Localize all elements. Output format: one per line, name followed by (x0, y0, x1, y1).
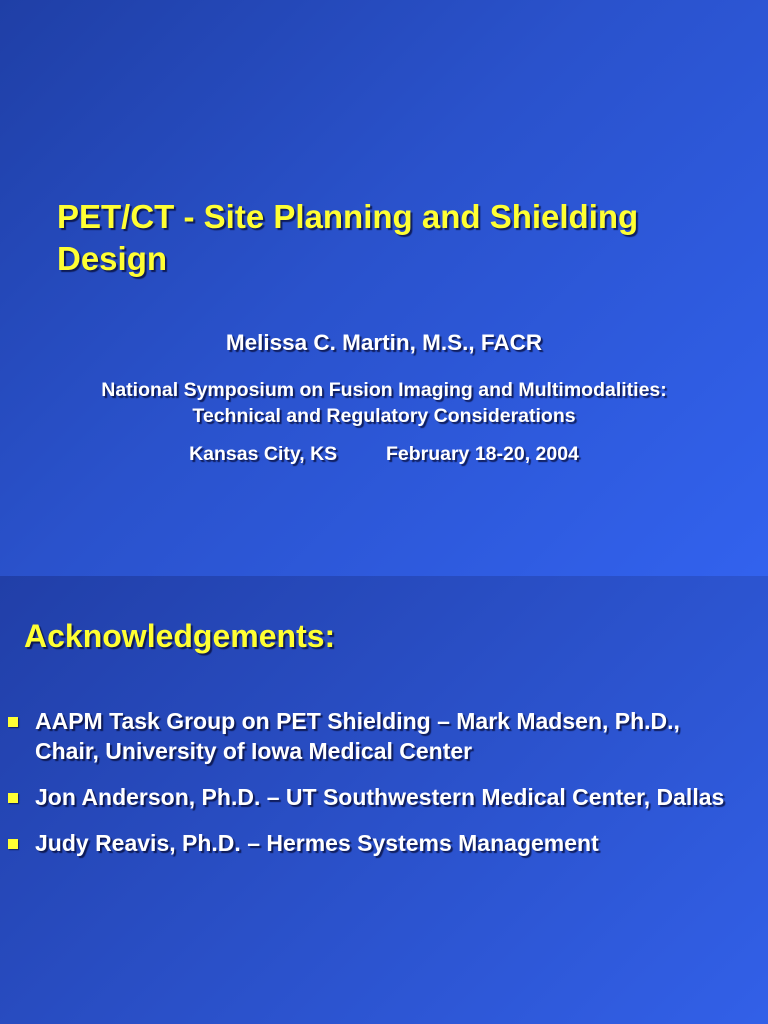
acknowledgements-title: Acknowledgements: (24, 618, 336, 654)
list-item-text: Jon Anderson, Ph.D. – UT Southwestern Medical Center, Dallas (35, 784, 725, 810)
event-dates: February 18-20, 2004 (385, 443, 579, 465)
location-date (0, 443, 768, 466)
slide-title-line2: Design (57, 240, 168, 277)
list-item (0, 782, 768, 812)
slide-title (57, 196, 717, 280)
symposium-name (0, 377, 768, 429)
square-bullet-icon (8, 717, 18, 727)
list-item (0, 828, 768, 858)
list-item-text: AAPM Task Group on PET Shielding – Mark Madsen, Ph.D., Chair, University of Iowa Medical Center (35, 708, 680, 764)
slide-title-line1: PET/CT - Site Planning and Shielding (57, 198, 639, 235)
square-bullet-icon (8, 839, 18, 849)
symposium-line2: Technical and Regulatory Considerations (192, 405, 576, 427)
acknowledgements-list (0, 706, 768, 874)
list-item (0, 706, 768, 766)
author-name: Melissa C. Martin, M.S., FACR (225, 330, 543, 355)
acknowledgements-slide (0, 576, 768, 1024)
list-item-text: Judy Reavis, Ph.D. – Hermes Systems Management (35, 830, 599, 856)
symposium-line1: National Symposium on Fusion Imaging and Multimodalities: (101, 379, 667, 401)
square-bullet-icon (8, 793, 18, 803)
location: Kansas City, KS (189, 443, 338, 465)
